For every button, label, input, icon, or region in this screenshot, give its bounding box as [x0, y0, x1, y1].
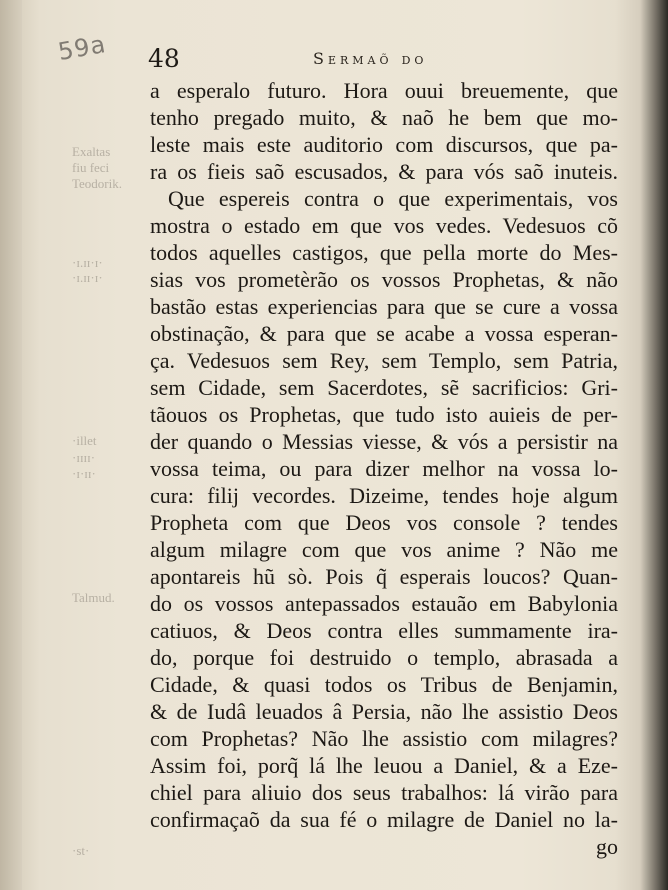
bleed-through-text: Teodorik.: [72, 176, 122, 191]
text-line: bastão estas experiencias para que se cure a vossa: [150, 294, 618, 319]
bleed-through-text: ·illet: [72, 433, 97, 448]
text-line: mostra o estado em que vos vedes. Vedesuos cõ: [150, 213, 618, 238]
body-text: [150, 77, 618, 857]
bleed-through-text: ·ɪ.ɪɪ·ɪ·: [72, 270, 103, 285]
text-line: Cidade, & quasi todos os Tribus de Benjamin,: [150, 672, 618, 697]
text-line: Assim foi, porq̃ lá lhe leuou a Daniel, & a Eze-: [150, 753, 618, 778]
text-line: algum milagre com que vos anime ? Não me: [150, 537, 618, 562]
text-line: do os vossos antepassados estauão em Babylonia: [150, 591, 618, 616]
text-line: der quando o Messias viesse, & vós a persistir na: [150, 429, 618, 454]
text-line: catiuos, & Deos contra elles summamente ira-: [150, 618, 618, 643]
text-line: apontareis hũ sò. Pois q̃ esperais loucos? Quan-: [150, 564, 618, 589]
previous-page-edge: [0, 0, 22, 890]
text-line: obstinação, & para que se acabe a vossa esperan-: [150, 321, 618, 346]
text-line: tãouos os Prophetas, que tudo isto auieis de per-: [150, 402, 618, 427]
text-line: a esperalo futuro. Hora ouui breuemente, que: [150, 78, 618, 103]
bleed-through-text: ·ɪ.ɪɪ·ɪ·: [72, 255, 103, 270]
page-header: [148, 46, 618, 76]
bleed-through-text: Talmud.: [72, 590, 115, 605]
text-line: cura: filij vecordes. Dizeime, tendes hoje algum: [150, 483, 618, 508]
text-line: Propheta com que Deos vos console ? tendes: [150, 510, 618, 535]
bleed-through-text: ·ɪɪɪɪ·: [72, 450, 96, 465]
text-line: leste mais este auditorio com discursos, que pa-: [150, 132, 618, 157]
text-line: chiel para aliuio dos seus trabalhos: lá virão para: [150, 780, 618, 805]
text-line: ra os fieis saõ escusados, & para vós saõ inuteis.: [150, 159, 618, 184]
text-line: Que espereis contra o que experimentais, vos: [168, 186, 618, 211]
bleed-through-text: fiu feci: [72, 160, 110, 175]
bleed-through-text: Exaltas: [72, 144, 111, 159]
bleed-through-text: ·ɪ·ɪɪ·: [72, 466, 96, 481]
bleed-through-text: ·st·: [72, 843, 90, 858]
running-title: Sermaõ do: [313, 49, 428, 68]
text-line: vossa teima, ou para dizer melhor na vossa lo-: [150, 456, 618, 481]
text-line: tenho pregado muito, & naõ he bem que mo-: [150, 105, 618, 130]
page-number: 48: [148, 44, 180, 73]
text-line: sem Cidade, sem Sacerdotes, sẽ sacrificios: Gri-: [150, 375, 618, 400]
text-line: com Prophetas? Não lhe assistio com milagres?: [150, 726, 618, 751]
catchword: go: [596, 834, 618, 859]
text-line: ça. Vedesuos sem Rey, sem Templo, sem Patria,: [150, 348, 618, 373]
text-line: & de Iudâ leuados â Persia, não lhe assistio Deos: [150, 699, 618, 724]
text-line: todos aquelles castigos, que pella morte do Mes-: [150, 240, 618, 265]
text-line: confirmaçaõ da sua fé o milagre de Daniel no la-: [150, 807, 618, 832]
margin-annotation: 59a: [55, 30, 109, 66]
text-line: do, porque foi destruido o templo, abrasada a: [150, 645, 618, 670]
text-line: sias vos prometèrão os vossos Prophetas, & não: [150, 267, 618, 292]
